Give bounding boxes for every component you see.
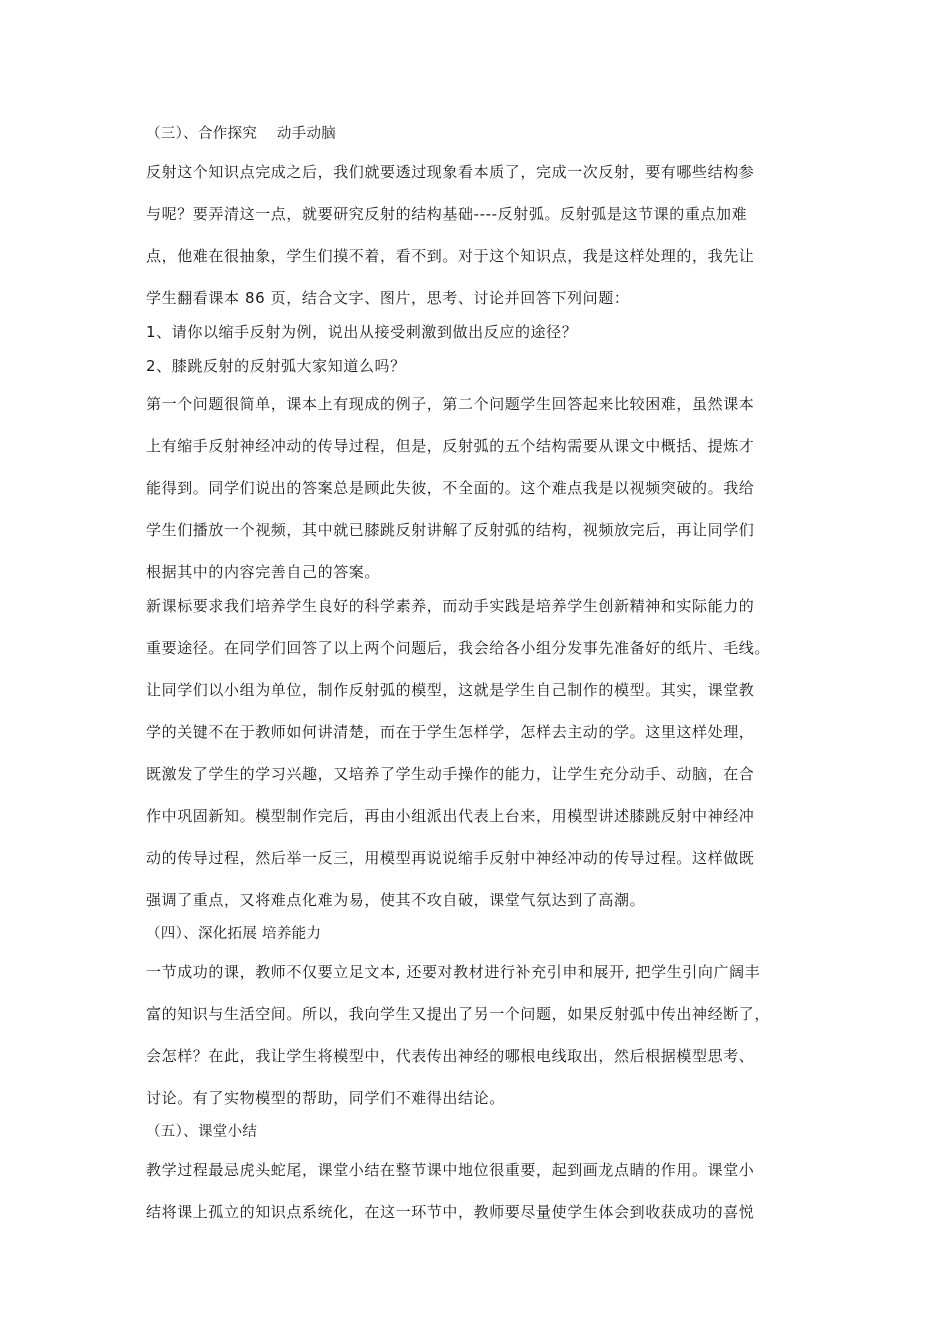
paragraph-line: 根据其中的内容完善自己的答案。 bbox=[146, 563, 381, 581]
paragraph-line: 重要途径。在同学们回答了以上两个问题后，我会给各小组分发事先准备好的纸片、毛线。 bbox=[146, 639, 771, 657]
paragraph-line: 与呢？要弄清这一点，就要研究反射的结构基础----反射弧。反射弧是这节课的重点加难 bbox=[146, 205, 748, 223]
paragraph-line: 让同学们以小组为单位，制作反射弧的模型，这就是学生自己制作的模型。其实，课堂教 bbox=[146, 681, 755, 699]
paragraph-line: 新课标要求我们培养学生良好的科学素养，而动手实践是培养学生创新精神和实际能力的 bbox=[146, 597, 755, 615]
section-heading-4: （四）、深化拓展 培养能力 bbox=[146, 926, 322, 942]
paragraph-line: 第一个问题很简单，课本上有现成的例子，第二个问题学生回答起来比较困难，虽然课本 bbox=[146, 395, 755, 413]
paragraph-line: 学生们播放一个视频，其中就已膝跳反射讲解了反射弧的结构，视频放完后，再让同学们 bbox=[146, 521, 755, 539]
section-heading-3: （三）、合作探究 动手动脑 bbox=[146, 126, 337, 142]
paragraph-line: 作中巩固新知。模型制作完后，再由小组派出代表上台来，用模型讲述膝跳反射中神经冲 bbox=[146, 807, 755, 825]
paragraph-line: 学生翻看课本 86 页，结合文字、图片，思考、讨论并回答下列问题： bbox=[146, 289, 630, 307]
question-1: 1、请你以缩手反射为例，说出从接受刺激到做出反应的途径？ bbox=[146, 323, 578, 341]
paragraph-line: 强调了重点，又将难点化难为易，使其不攻自破，课堂气氛达到了高潮。 bbox=[146, 891, 646, 909]
paragraph-line: 能得到。同学们说出的答案总是顾此失彼，不全面的。这个难点我是以视频突破的。我给 bbox=[146, 479, 755, 497]
paragraph-line: 结将课上孤立的知识点系统化，在这一环节中，教师要尽量使学生体会到收获成功的喜悦 bbox=[146, 1203, 755, 1221]
paragraph-line: 学的关键不在于教师如何讲清楚，而在于学生怎样学，怎样去主动的学。这里这样处理， bbox=[146, 723, 755, 741]
paragraph-line: 点，他难在很抽象，学生们摸不着，看不到。对于这个知识点，我是这样处理的，我先让 bbox=[146, 247, 755, 265]
paragraph-line: 教学过程最忌虎头蛇尾，课堂小结在整节课中地位很重要，起到画龙点睛的作用。课堂小 bbox=[146, 1161, 755, 1179]
question-2: 2、膝跳反射的反射弧大家知道么吗？ bbox=[146, 357, 406, 375]
paragraph-line: 反射这个知识点完成之后，我们就要透过现象看本质了，完成一次反射，要有哪些结构参 bbox=[146, 163, 755, 181]
paragraph-line: 动的传导过程，然后举一反三，用模型再说说缩手反射中神经冲动的传导过程。这样做既 bbox=[146, 849, 755, 867]
paragraph-line: 上有缩手反射神经冲动的传导过程，但是，反射弧的五个结构需要从课文中概括、提炼才 bbox=[146, 437, 755, 455]
paragraph-line: 讨论。有了实物模型的帮助，同学们不难得出结论。 bbox=[146, 1089, 505, 1107]
section-heading-5: （五）、课堂小结 bbox=[146, 1124, 258, 1140]
paragraph-line: 一节成功的课，教师不仅要立足文本, 还要对教材进行补充引申和展开, 把学生引向广阔丰 bbox=[146, 963, 761, 981]
paragraph-line: 既激发了学生的学习兴趣，又培养了学生动手操作的能力，让学生充分动手、动脑，在合 bbox=[146, 765, 755, 783]
paragraph-line: 富的知识与生活空间。所以，我向学生又提出了另一个问题，如果反射弧中传出神经断了， bbox=[146, 1005, 771, 1023]
paragraph-line: 会怎样？在此，我让学生将模型中，代表传出神经的哪根电线取出，然后根据模型思考、 bbox=[146, 1047, 755, 1065]
